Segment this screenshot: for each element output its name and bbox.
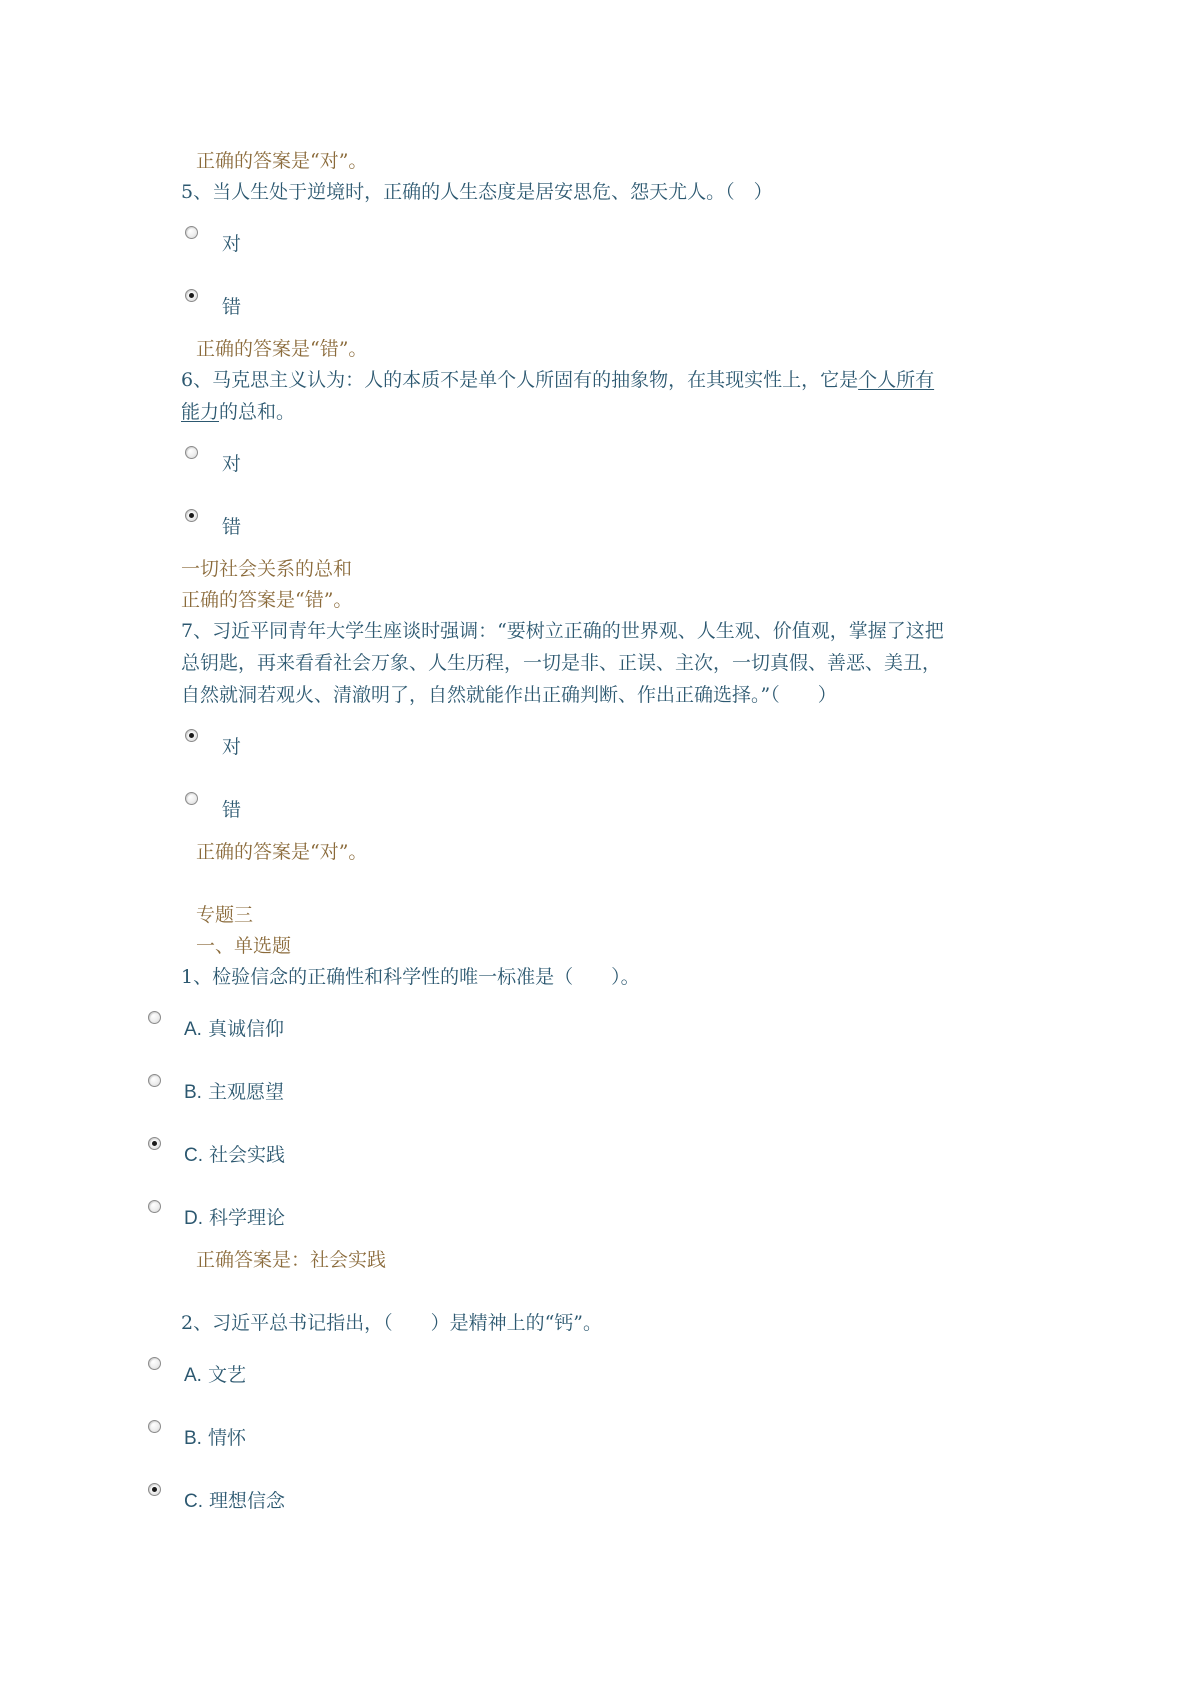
sc2-option-b-label [184, 1429, 246, 1448]
sc1-option-c-text: 社会实践 [209, 1144, 286, 1166]
q6-option-true-radio[interactable] [185, 446, 198, 459]
q7-option-false-label: 错 [222, 799, 242, 821]
q5-option-true-radio[interactable] [185, 226, 198, 239]
sc1-option-d-letter: D. [184, 1208, 203, 1229]
question-6-suffix: 的总和。 [219, 401, 296, 423]
sc1-option-a-letter: A. [184, 1019, 202, 1040]
question-6-line-2 [181, 403, 295, 422]
sc1-option-c-letter: C. [184, 1145, 203, 1166]
question-7-line-2: 总钥匙，再来看看社会万象、人生历程，一切是非、正误、主次，一切真假、善恶、美丑， [181, 652, 942, 674]
q5-option-false-radio[interactable] [185, 289, 198, 302]
sc1-option-b-text: 主观愿望 [208, 1081, 285, 1103]
sc1-option-a-label [184, 1020, 284, 1039]
sc2-option-a-letter: A. [184, 1365, 202, 1386]
q7-option-true-radio[interactable] [185, 729, 198, 742]
q7-answer-text: 正确的答案是“对”。 [196, 841, 368, 863]
sc1-option-d-text: 科学理论 [209, 1207, 286, 1229]
q6-option-true-label: 对 [222, 453, 242, 475]
sc1-answer-text: 正确答案是：社会实践 [196, 1249, 387, 1271]
sc1-option-b-letter: B. [184, 1082, 202, 1103]
q6-correction-text: 一切社会关系的总和 [181, 558, 353, 580]
q5-option-false-label: 错 [222, 296, 242, 318]
sc1-option-a-radio[interactable] [148, 1011, 161, 1024]
sc1-option-a-text: 真诚信仰 [208, 1018, 285, 1040]
sc2-option-c-label [184, 1492, 285, 1511]
sc-question-1-text: 1、检验信念的正确性和科学性的唯一标准是（ ）。 [181, 966, 640, 988]
sc2-option-a-text: 文艺 [208, 1364, 247, 1386]
q5-answer-text: 正确的答案是“错”。 [196, 338, 368, 360]
q5-option-true-label: 对 [222, 233, 242, 255]
q6-option-false-label: 错 [222, 516, 242, 538]
question-7-line-1: 7、习近平同青年大学生座谈时强调：“要树立正确的世界观、人生观、价值观，掌握了这把 [181, 620, 944, 642]
sc2-option-b-text: 情怀 [208, 1427, 247, 1449]
q7-option-true-label: 对 [222, 736, 242, 758]
sc2-option-c-letter: C. [184, 1491, 203, 1512]
sc1-option-c-radio[interactable] [148, 1137, 161, 1150]
question-6-prefix: 6、马克思主义认为：人的本质不是单个人所固有的抽象物，在其现实性上，它是 [181, 369, 859, 391]
question-6-underlined-term-1: 个人所有 [858, 369, 935, 391]
question-5-text: 5、当人生处于逆境时，正确的人生态度是居安思危、怨天尤人。（ ） [181, 181, 773, 203]
q7-option-false-radio[interactable] [185, 792, 198, 805]
q6-option-false-radio[interactable] [185, 509, 198, 522]
question-6-line-1 [181, 371, 934, 390]
question-6-underlined-term-2: 能力 [181, 401, 220, 423]
q6-answer-text: 正确的答案是“错”。 [181, 589, 353, 611]
sc1-option-b-label [184, 1083, 284, 1102]
sc2-option-b-radio[interactable] [148, 1420, 161, 1433]
sc1-option-d-label [184, 1209, 285, 1228]
section-title: 专题三 [196, 904, 254, 926]
answer-text: 正确的答案是“对”。 [196, 150, 368, 172]
sc-question-2-text: 2、习近平总书记指出，（ ）是精神上的“钙”。 [181, 1312, 603, 1334]
sc2-option-c-radio[interactable] [148, 1483, 161, 1496]
sc1-option-c-label [184, 1146, 285, 1165]
sc2-option-b-letter: B. [184, 1428, 202, 1449]
section-subtitle: 一、单选题 [196, 935, 292, 957]
sc1-option-b-radio[interactable] [148, 1074, 161, 1087]
sc1-option-d-radio[interactable] [148, 1200, 161, 1213]
sc2-option-c-text: 理想信念 [209, 1490, 286, 1512]
question-7-line-3: 自然就洞若观火、清澈明了，自然就能作出正确判断、作出正确选择。”（ ） [181, 684, 837, 706]
sc2-option-a-radio[interactable] [148, 1357, 161, 1370]
sc2-option-a-label [184, 1366, 246, 1385]
